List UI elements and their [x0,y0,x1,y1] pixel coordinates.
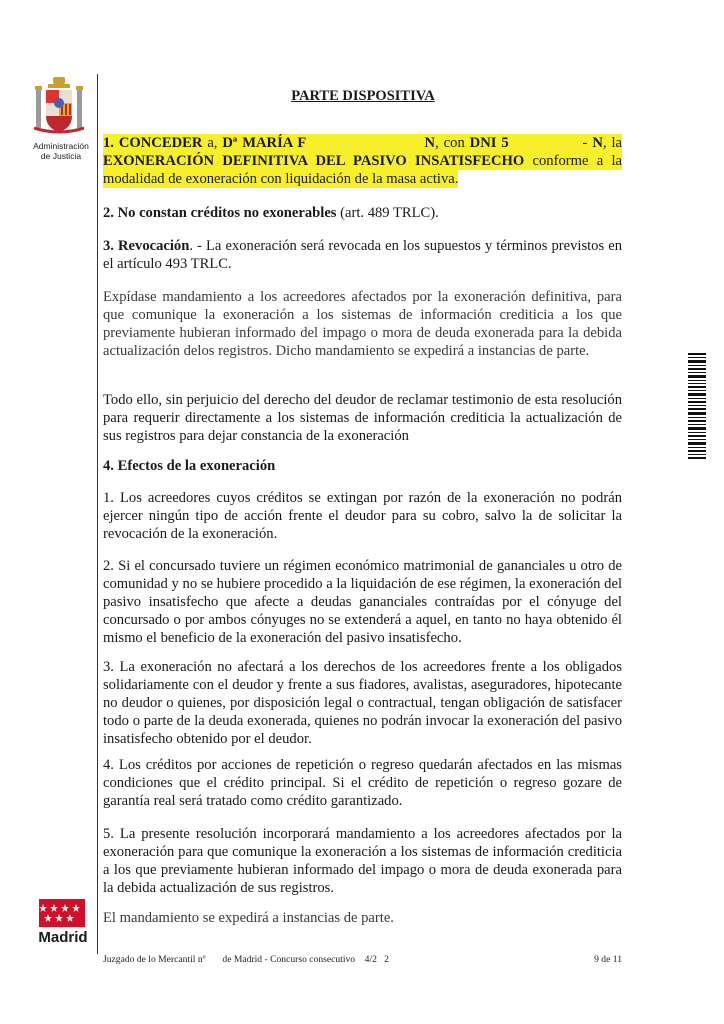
p1-exoneration: EXONERACIÓN DEFINITIVA DEL PASIVO INSATISFECHO [103,152,525,169]
p1-rest: conforme a la modalidad de exoneración con liquidación de la masa activa. [103,152,622,187]
p1-number: 1. CONCEDER [103,135,203,151]
effect-5: 5. La presente resolución incorporará mandamiento a los acreedores afectados por la exoneración para que comunique la exoneración a los sistemas de información crediticia a los que previamente hubieran informado del impago o mora de deuda exonerada para la debida actualización de sus registros. [103,826,622,896]
p1-a: a, [202,135,223,151]
p2-rest: (art. 489 TRLC). [336,205,439,221]
p1-n1: N [424,135,436,151]
final-note: El mandamiento se expedirá a instancias de parte. [103,910,394,926]
section-heading-4 [103,458,622,476]
p1-name: Dª MARÍA F [222,135,307,151]
p1-la: , la [602,135,622,151]
paragraph-1 [103,135,622,189]
page-title: PARTE DISPOSITIVA [291,88,435,104]
paragraph-2 [103,205,622,223]
page-number: 9 de 11 [594,954,622,965]
region-label: Madrid [38,929,88,946]
p3-rest: . - La exoneración será revocada en los supuestos y términos previstos en el artículo 493 TRLC. [103,238,622,272]
paragraph-sin-perjuicio: Todo ello, sin perjuicio del derecho del deudor de reclamar testimonio de esta resolución para requerir directamente a los sistemas de información crediticia la actualización de sus registros para dejar constancia de la exoneración [103,392,622,444]
p1-con: , con [435,135,470,151]
p1-gap-2: - [508,135,588,151]
coat-of-arms-icon [34,76,84,138]
heading-4-text: 4. Efectos de la exoneración [103,458,276,474]
paragraph-3 [103,238,622,274]
effect-4: 4. Los créditos por acciones de repetición o regreso quedarán afectados en las mismas condiciones que el crédito principal. Si el crédito de repetición o regreso gozare de garantía real será tratado como crédito garantizado. [103,757,622,809]
p1-dni: DNI 5 [469,135,509,151]
footer-court: Juzgado de lo Mercantil nº de Madrid - Concurso consecutivo 4/2 2 [103,954,389,965]
p1-n2: N [592,135,603,151]
page-footer [103,954,622,965]
administration-label: Administración de Justicia [33,141,89,161]
barcode-icon [688,353,706,459]
effect-3: 3. La exoneración no afectará a los derechos de los acreedores frente a los obligados solidariamente con el deudor y frente a sus fiadores, avalistas, aseguradores, hipotecante no deudor o quienes, por disposición legal o contractual, tengan obligación de satisfacer todo o parte de la deuda exonerada, quienes no podrán invocar la exoneración del pasivo insatisfecho obtenido por el deudor. [103,659,622,747]
p3-bold: 3. Revocación [103,238,190,254]
p2-bold: 2. No constan créditos no exonerables [103,205,337,221]
p1-gap-1 [306,135,424,151]
sidebar-divider [97,74,98,954]
effect-2: 2. Si el concursado tuviere un régimen económico matrimonial de gananciales u otro de comunidad y no se hubiere procedido a la liquidación de ese régimen, la exoneración del pasivo insatisfecho que afecte a deudas gananciales contraídas por el cónyuge del concursado o por ambos cónyuges no se extenderá a aquel, en tanto no haya obtenido él mismo el beneficio de la exoneración del pasivo insatisfecho. [103,558,622,646]
effect-1: 1. Los acreedores cuyos créditos se extingan por razón de la exoneración no podrán ejercer ningún tipo de acción frente el deudor para su cobro, salvo la de solicitar la revocación de la exoneración. [103,490,622,542]
paragraph-mandamiento: Expídase mandamiento a los acreedores afectados por la exoneración definitiva, para que comunique la exoneración a los sistemas de información crediticia a los que previamente hubieran informado del impago o mora de deuda exonerada para la debida actualización delos registros. Dicho mandamiento se expedirá a instancias de parte. [103,289,622,359]
madrid-stars-icon [39,899,85,927]
